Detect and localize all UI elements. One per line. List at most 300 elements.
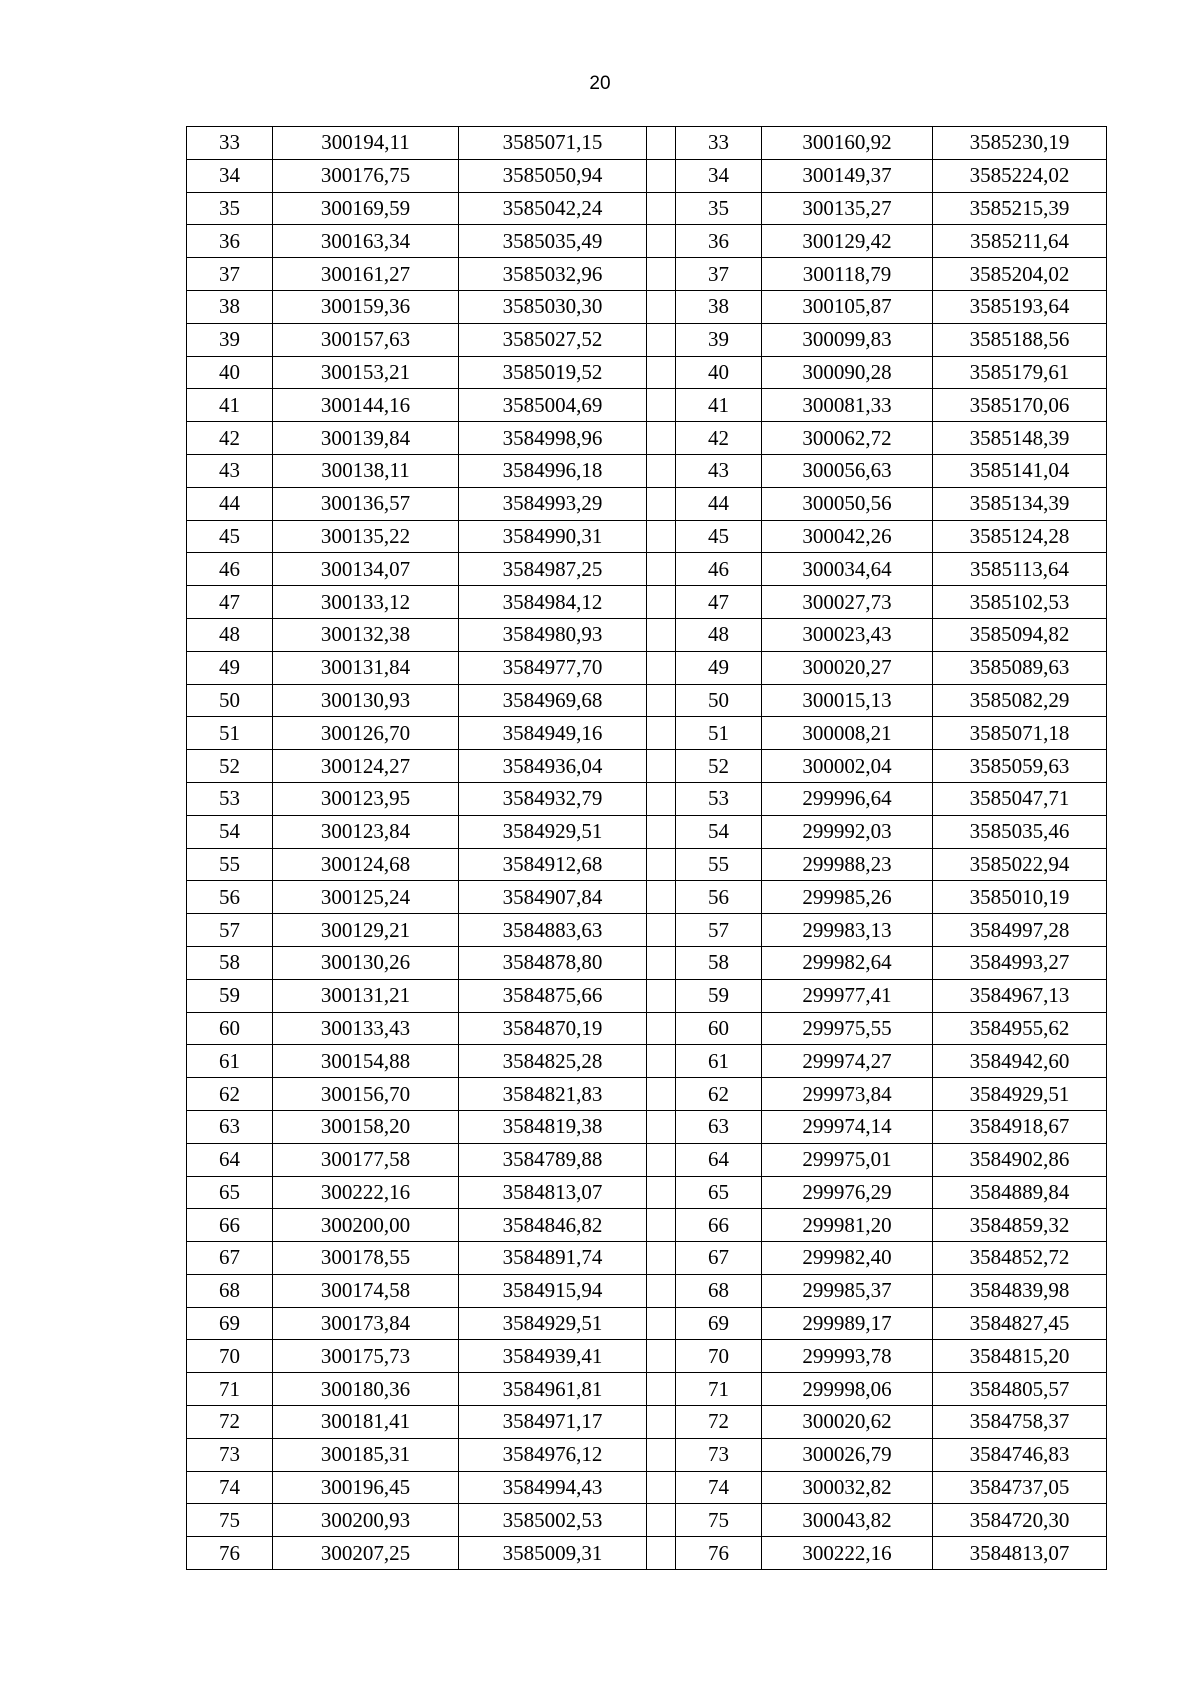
table-row — [187, 1274, 1107, 1307]
right-x-coordinate-cell: 299993,78 — [762, 1340, 933, 1373]
right-y-coordinate-cell: 3585148,39 — [933, 422, 1107, 455]
right-point-number-cell: 72 — [676, 1406, 762, 1439]
right-point-number-cell: 65 — [676, 1176, 762, 1209]
left-x-coordinate-cell: 300124,27 — [273, 750, 459, 783]
page-number: 20 — [589, 73, 611, 94]
right-y-coordinate-cell: 3585059,63 — [933, 750, 1107, 783]
left-point-number-cell: 57 — [187, 914, 273, 947]
right-x-coordinate-cell: 300160,92 — [762, 127, 933, 160]
right-x-coordinate-cell: 299977,41 — [762, 979, 933, 1012]
left-x-coordinate-cell: 300153,21 — [273, 356, 459, 389]
table-row — [187, 1340, 1107, 1373]
separator-cell — [647, 1045, 676, 1078]
separator-cell — [647, 1471, 676, 1504]
table-row — [187, 979, 1107, 1012]
left-point-number-cell: 68 — [187, 1274, 273, 1307]
right-y-coordinate-cell: 3585188,56 — [933, 323, 1107, 356]
table-row — [187, 1438, 1107, 1471]
left-x-coordinate-cell: 300207,25 — [273, 1537, 459, 1570]
right-y-coordinate-cell: 3585124,28 — [933, 520, 1107, 553]
table-row — [187, 192, 1107, 225]
table-row — [187, 782, 1107, 815]
separator-cell — [647, 1110, 676, 1143]
right-y-coordinate-cell: 3584918,67 — [933, 1110, 1107, 1143]
left-x-coordinate-cell: 300129,21 — [273, 914, 459, 947]
right-point-number-cell: 59 — [676, 979, 762, 1012]
left-y-coordinate-cell: 3584994,43 — [459, 1471, 647, 1504]
left-x-coordinate-cell: 300173,84 — [273, 1307, 459, 1340]
left-point-number-cell: 69 — [187, 1307, 273, 1340]
right-point-number-cell: 40 — [676, 356, 762, 389]
table-row — [187, 553, 1107, 586]
right-y-coordinate-cell: 3584805,57 — [933, 1373, 1107, 1406]
right-x-coordinate-cell: 300105,87 — [762, 290, 933, 323]
left-point-number-cell: 53 — [187, 782, 273, 815]
left-y-coordinate-cell: 3585032,96 — [459, 258, 647, 291]
left-y-coordinate-cell: 3585027,52 — [459, 323, 647, 356]
separator-cell — [647, 1078, 676, 1111]
right-x-coordinate-cell: 300129,42 — [762, 225, 933, 258]
separator-cell — [647, 946, 676, 979]
left-x-coordinate-cell: 300180,36 — [273, 1373, 459, 1406]
right-x-coordinate-cell: 299983,13 — [762, 914, 933, 947]
left-y-coordinate-cell: 3584971,17 — [459, 1406, 647, 1439]
left-point-number-cell: 71 — [187, 1373, 273, 1406]
left-x-coordinate-cell: 300161,27 — [273, 258, 459, 291]
right-point-number-cell: 75 — [676, 1504, 762, 1537]
left-x-coordinate-cell: 300163,34 — [273, 225, 459, 258]
table-row — [187, 1209, 1107, 1242]
table-row — [187, 750, 1107, 783]
right-point-number-cell: 70 — [676, 1340, 762, 1373]
separator-cell — [647, 192, 676, 225]
left-x-coordinate-cell: 300126,70 — [273, 717, 459, 750]
right-x-coordinate-cell: 300149,37 — [762, 159, 933, 192]
left-y-coordinate-cell: 3584883,63 — [459, 914, 647, 947]
separator-cell — [647, 881, 676, 914]
left-y-coordinate-cell: 3584929,51 — [459, 1307, 647, 1340]
separator-cell — [647, 1209, 676, 1242]
right-point-number-cell: 41 — [676, 389, 762, 422]
right-x-coordinate-cell: 299988,23 — [762, 848, 933, 881]
left-y-coordinate-cell: 3585004,69 — [459, 389, 647, 422]
right-point-number-cell: 63 — [676, 1110, 762, 1143]
right-y-coordinate-cell: 3585010,19 — [933, 881, 1107, 914]
table-row — [187, 1373, 1107, 1406]
right-x-coordinate-cell: 299974,27 — [762, 1045, 933, 1078]
left-x-coordinate-cell: 300156,70 — [273, 1078, 459, 1111]
left-x-coordinate-cell: 300158,20 — [273, 1110, 459, 1143]
right-y-coordinate-cell: 3584902,86 — [933, 1143, 1107, 1176]
table-row — [187, 946, 1107, 979]
left-x-coordinate-cell: 300130,26 — [273, 946, 459, 979]
right-y-coordinate-cell: 3585113,64 — [933, 553, 1107, 586]
separator-cell — [647, 750, 676, 783]
separator-cell — [647, 717, 676, 750]
right-point-number-cell: 74 — [676, 1471, 762, 1504]
table-row — [187, 225, 1107, 258]
right-point-number-cell: 38 — [676, 290, 762, 323]
left-y-coordinate-cell: 3584813,07 — [459, 1176, 647, 1209]
right-x-coordinate-cell: 300090,28 — [762, 356, 933, 389]
right-point-number-cell: 55 — [676, 848, 762, 881]
right-x-coordinate-cell: 299998,06 — [762, 1373, 933, 1406]
separator-cell — [647, 225, 676, 258]
right-x-coordinate-cell: 300008,21 — [762, 717, 933, 750]
left-x-coordinate-cell: 300134,07 — [273, 553, 459, 586]
right-y-coordinate-cell: 3584929,51 — [933, 1078, 1107, 1111]
left-point-number-cell: 56 — [187, 881, 273, 914]
left-x-coordinate-cell: 300154,88 — [273, 1045, 459, 1078]
separator-cell — [647, 1438, 676, 1471]
table-row — [187, 1307, 1107, 1340]
left-y-coordinate-cell: 3584819,38 — [459, 1110, 647, 1143]
right-y-coordinate-cell: 3585047,71 — [933, 782, 1107, 815]
left-point-number-cell: 39 — [187, 323, 273, 356]
left-y-coordinate-cell: 3584977,70 — [459, 651, 647, 684]
right-x-coordinate-cell: 299976,29 — [762, 1176, 933, 1209]
left-y-coordinate-cell: 3584907,84 — [459, 881, 647, 914]
left-y-coordinate-cell: 3585019,52 — [459, 356, 647, 389]
table-row — [187, 1143, 1107, 1176]
table-row — [187, 422, 1107, 455]
left-point-number-cell: 62 — [187, 1078, 273, 1111]
table-row — [187, 323, 1107, 356]
right-point-number-cell: 46 — [676, 553, 762, 586]
left-point-number-cell: 50 — [187, 684, 273, 717]
right-x-coordinate-cell: 300020,62 — [762, 1406, 933, 1439]
right-x-coordinate-cell: 299982,40 — [762, 1242, 933, 1275]
right-x-coordinate-cell: 300023,43 — [762, 618, 933, 651]
left-x-coordinate-cell: 300200,00 — [273, 1209, 459, 1242]
table-row — [187, 356, 1107, 389]
table-row — [187, 651, 1107, 684]
right-x-coordinate-cell: 300002,04 — [762, 750, 933, 783]
left-y-coordinate-cell: 3584821,83 — [459, 1078, 647, 1111]
right-point-number-cell: 54 — [676, 815, 762, 848]
right-x-coordinate-cell: 299985,37 — [762, 1274, 933, 1307]
separator-cell — [647, 1340, 676, 1373]
right-point-number-cell: 36 — [676, 225, 762, 258]
left-point-number-cell: 42 — [187, 422, 273, 455]
left-y-coordinate-cell: 3584987,25 — [459, 553, 647, 586]
left-y-coordinate-cell: 3584875,66 — [459, 979, 647, 1012]
right-point-number-cell: 73 — [676, 1438, 762, 1471]
separator-cell — [647, 782, 676, 815]
separator-cell — [647, 487, 676, 520]
right-y-coordinate-cell: 3585215,39 — [933, 192, 1107, 225]
separator-cell — [647, 520, 676, 553]
separator-cell — [647, 1307, 676, 1340]
left-x-coordinate-cell: 300177,58 — [273, 1143, 459, 1176]
left-point-number-cell: 34 — [187, 159, 273, 192]
left-x-coordinate-cell: 300157,63 — [273, 323, 459, 356]
table-row — [187, 1406, 1107, 1439]
right-point-number-cell: 62 — [676, 1078, 762, 1111]
right-x-coordinate-cell: 300020,27 — [762, 651, 933, 684]
left-x-coordinate-cell: 300181,41 — [273, 1406, 459, 1439]
left-y-coordinate-cell: 3585009,31 — [459, 1537, 647, 1570]
separator-cell — [647, 553, 676, 586]
right-x-coordinate-cell: 299996,64 — [762, 782, 933, 815]
left-x-coordinate-cell: 300159,36 — [273, 290, 459, 323]
left-x-coordinate-cell: 300132,38 — [273, 618, 459, 651]
left-point-number-cell: 38 — [187, 290, 273, 323]
right-y-coordinate-cell: 3585179,61 — [933, 356, 1107, 389]
right-point-number-cell: 42 — [676, 422, 762, 455]
right-y-coordinate-cell: 3584815,20 — [933, 1340, 1107, 1373]
left-y-coordinate-cell: 3584998,96 — [459, 422, 647, 455]
right-y-coordinate-cell: 3584852,72 — [933, 1242, 1107, 1275]
left-x-coordinate-cell: 300124,68 — [273, 848, 459, 881]
left-point-number-cell: 67 — [187, 1242, 273, 1275]
left-x-coordinate-cell: 300222,16 — [273, 1176, 459, 1209]
right-y-coordinate-cell: 3585141,04 — [933, 454, 1107, 487]
right-point-number-cell: 66 — [676, 1209, 762, 1242]
right-y-coordinate-cell: 3585224,02 — [933, 159, 1107, 192]
separator-cell — [647, 618, 676, 651]
right-x-coordinate-cell: 300034,64 — [762, 553, 933, 586]
left-y-coordinate-cell: 3584969,68 — [459, 684, 647, 717]
right-point-number-cell: 37 — [676, 258, 762, 291]
left-point-number-cell: 54 — [187, 815, 273, 848]
right-y-coordinate-cell: 3585035,46 — [933, 815, 1107, 848]
table-row — [187, 1012, 1107, 1045]
separator-cell — [647, 979, 676, 1012]
left-y-coordinate-cell: 3584996,18 — [459, 454, 647, 487]
left-point-number-cell: 35 — [187, 192, 273, 225]
right-x-coordinate-cell: 299985,26 — [762, 881, 933, 914]
right-x-coordinate-cell: 300056,63 — [762, 454, 933, 487]
left-y-coordinate-cell: 3585030,30 — [459, 290, 647, 323]
left-point-number-cell: 59 — [187, 979, 273, 1012]
right-y-coordinate-cell: 3585071,18 — [933, 717, 1107, 750]
right-y-coordinate-cell: 3584827,45 — [933, 1307, 1107, 1340]
left-y-coordinate-cell: 3585071,15 — [459, 127, 647, 160]
right-y-coordinate-cell: 3585102,53 — [933, 586, 1107, 619]
right-point-number-cell: 49 — [676, 651, 762, 684]
left-x-coordinate-cell: 300135,22 — [273, 520, 459, 553]
table-row — [187, 586, 1107, 619]
separator-cell — [647, 290, 676, 323]
left-y-coordinate-cell: 3584984,12 — [459, 586, 647, 619]
separator-cell — [647, 586, 676, 619]
right-y-coordinate-cell: 3585134,39 — [933, 487, 1107, 520]
left-point-number-cell: 65 — [187, 1176, 273, 1209]
left-x-coordinate-cell: 300125,24 — [273, 881, 459, 914]
left-y-coordinate-cell: 3584789,88 — [459, 1143, 647, 1176]
right-y-coordinate-cell: 3584955,62 — [933, 1012, 1107, 1045]
left-y-coordinate-cell: 3584980,93 — [459, 618, 647, 651]
left-point-number-cell: 64 — [187, 1143, 273, 1176]
left-y-coordinate-cell: 3584936,04 — [459, 750, 647, 783]
separator-cell — [647, 1012, 676, 1045]
right-point-number-cell: 33 — [676, 127, 762, 160]
left-point-number-cell: 73 — [187, 1438, 273, 1471]
right-x-coordinate-cell: 299989,17 — [762, 1307, 933, 1340]
table-row — [187, 914, 1107, 947]
left-y-coordinate-cell: 3584932,79 — [459, 782, 647, 815]
left-x-coordinate-cell: 300200,93 — [273, 1504, 459, 1537]
left-y-coordinate-cell: 3585002,53 — [459, 1504, 647, 1537]
left-y-coordinate-cell: 3584990,31 — [459, 520, 647, 553]
right-point-number-cell: 50 — [676, 684, 762, 717]
left-x-coordinate-cell: 300185,31 — [273, 1438, 459, 1471]
right-x-coordinate-cell: 300118,79 — [762, 258, 933, 291]
table-row — [187, 1242, 1107, 1275]
right-y-coordinate-cell: 3584942,60 — [933, 1045, 1107, 1078]
left-x-coordinate-cell: 300194,11 — [273, 127, 459, 160]
separator-cell — [647, 258, 676, 291]
table-row — [187, 684, 1107, 717]
separator-cell — [647, 1176, 676, 1209]
right-y-coordinate-cell: 3585170,06 — [933, 389, 1107, 422]
right-point-number-cell: 43 — [676, 454, 762, 487]
right-point-number-cell: 69 — [676, 1307, 762, 1340]
left-point-number-cell: 36 — [187, 225, 273, 258]
separator-cell — [647, 356, 676, 389]
right-y-coordinate-cell: 3585204,02 — [933, 258, 1107, 291]
right-point-number-cell: 58 — [676, 946, 762, 979]
left-x-coordinate-cell: 300144,16 — [273, 389, 459, 422]
right-y-coordinate-cell: 3584737,05 — [933, 1471, 1107, 1504]
left-point-number-cell: 44 — [187, 487, 273, 520]
table-row — [187, 618, 1107, 651]
table-row — [187, 1537, 1107, 1570]
table-row — [187, 717, 1107, 750]
separator-cell — [647, 1537, 676, 1570]
left-point-number-cell: 33 — [187, 127, 273, 160]
left-y-coordinate-cell: 3584912,68 — [459, 848, 647, 881]
left-y-coordinate-cell: 3584949,16 — [459, 717, 647, 750]
left-y-coordinate-cell: 3584878,80 — [459, 946, 647, 979]
right-point-number-cell: 34 — [676, 159, 762, 192]
left-y-coordinate-cell: 3585050,94 — [459, 159, 647, 192]
left-point-number-cell: 41 — [187, 389, 273, 422]
table-row — [187, 487, 1107, 520]
right-y-coordinate-cell: 3584859,32 — [933, 1209, 1107, 1242]
separator-cell — [647, 914, 676, 947]
right-point-number-cell: 52 — [676, 750, 762, 783]
left-y-coordinate-cell: 3584870,19 — [459, 1012, 647, 1045]
right-x-coordinate-cell: 299975,01 — [762, 1143, 933, 1176]
left-y-coordinate-cell: 3584976,12 — [459, 1438, 647, 1471]
right-y-coordinate-cell: 3585211,64 — [933, 225, 1107, 258]
separator-cell — [647, 389, 676, 422]
right-y-coordinate-cell: 3584993,27 — [933, 946, 1107, 979]
right-x-coordinate-cell: 299981,20 — [762, 1209, 933, 1242]
separator-cell — [647, 323, 676, 356]
left-point-number-cell: 60 — [187, 1012, 273, 1045]
left-x-coordinate-cell: 300136,57 — [273, 487, 459, 520]
right-x-coordinate-cell: 300050,56 — [762, 487, 933, 520]
left-x-coordinate-cell: 300130,93 — [273, 684, 459, 717]
left-point-number-cell: 37 — [187, 258, 273, 291]
left-y-coordinate-cell: 3584915,94 — [459, 1274, 647, 1307]
left-y-coordinate-cell: 3584891,74 — [459, 1242, 647, 1275]
right-x-coordinate-cell: 299975,55 — [762, 1012, 933, 1045]
separator-cell — [647, 127, 676, 160]
left-point-number-cell: 52 — [187, 750, 273, 783]
table-row — [187, 1110, 1107, 1143]
left-point-number-cell: 49 — [187, 651, 273, 684]
left-y-coordinate-cell: 3584846,82 — [459, 1209, 647, 1242]
right-x-coordinate-cell: 300135,27 — [762, 192, 933, 225]
right-y-coordinate-cell: 3584720,30 — [933, 1504, 1107, 1537]
right-point-number-cell: 68 — [676, 1274, 762, 1307]
table-row — [187, 1078, 1107, 1111]
left-x-coordinate-cell: 300169,59 — [273, 192, 459, 225]
table-row — [187, 1045, 1107, 1078]
separator-cell — [647, 1406, 676, 1439]
left-x-coordinate-cell: 300196,45 — [273, 1471, 459, 1504]
right-point-number-cell: 39 — [676, 323, 762, 356]
right-point-number-cell: 44 — [676, 487, 762, 520]
separator-cell — [647, 651, 676, 684]
right-point-number-cell: 61 — [676, 1045, 762, 1078]
left-point-number-cell: 63 — [187, 1110, 273, 1143]
table-row — [187, 1471, 1107, 1504]
left-y-coordinate-cell: 3584939,41 — [459, 1340, 647, 1373]
right-y-coordinate-cell: 3585089,63 — [933, 651, 1107, 684]
left-point-number-cell: 43 — [187, 454, 273, 487]
left-point-number-cell: 70 — [187, 1340, 273, 1373]
right-y-coordinate-cell: 3584839,98 — [933, 1274, 1107, 1307]
table-row — [187, 815, 1107, 848]
right-x-coordinate-cell: 299982,64 — [762, 946, 933, 979]
right-x-coordinate-cell: 300026,79 — [762, 1438, 933, 1471]
right-point-number-cell: 67 — [676, 1242, 762, 1275]
right-point-number-cell: 45 — [676, 520, 762, 553]
right-x-coordinate-cell: 300099,83 — [762, 323, 933, 356]
left-y-coordinate-cell: 3584929,51 — [459, 815, 647, 848]
left-point-number-cell: 61 — [187, 1045, 273, 1078]
table-row — [187, 848, 1107, 881]
left-x-coordinate-cell: 300123,95 — [273, 782, 459, 815]
right-y-coordinate-cell: 3585230,19 — [933, 127, 1107, 160]
right-point-number-cell: 35 — [676, 192, 762, 225]
separator-cell — [647, 1504, 676, 1537]
separator-cell — [647, 1274, 676, 1307]
right-point-number-cell: 47 — [676, 586, 762, 619]
left-y-coordinate-cell: 3584825,28 — [459, 1045, 647, 1078]
left-y-coordinate-cell: 3585035,49 — [459, 225, 647, 258]
left-point-number-cell: 47 — [187, 586, 273, 619]
right-point-number-cell: 64 — [676, 1143, 762, 1176]
left-point-number-cell: 51 — [187, 717, 273, 750]
right-y-coordinate-cell: 3584967,13 — [933, 979, 1107, 1012]
right-y-coordinate-cell: 3585193,64 — [933, 290, 1107, 323]
table-row — [187, 454, 1107, 487]
right-x-coordinate-cell: 300081,33 — [762, 389, 933, 422]
left-point-number-cell: 40 — [187, 356, 273, 389]
separator-cell — [647, 159, 676, 192]
right-x-coordinate-cell: 300032,82 — [762, 1471, 933, 1504]
left-x-coordinate-cell: 300178,55 — [273, 1242, 459, 1275]
left-y-coordinate-cell: 3585042,24 — [459, 192, 647, 225]
left-x-coordinate-cell: 300131,21 — [273, 979, 459, 1012]
table-row — [187, 881, 1107, 914]
separator-cell — [647, 422, 676, 455]
separator-cell — [647, 1242, 676, 1275]
left-point-number-cell: 46 — [187, 553, 273, 586]
right-point-number-cell: 48 — [676, 618, 762, 651]
separator-cell — [647, 684, 676, 717]
right-x-coordinate-cell: 299973,84 — [762, 1078, 933, 1111]
left-point-number-cell: 76 — [187, 1537, 273, 1570]
right-y-coordinate-cell: 3585022,94 — [933, 848, 1107, 881]
right-y-coordinate-cell: 3584889,84 — [933, 1176, 1107, 1209]
